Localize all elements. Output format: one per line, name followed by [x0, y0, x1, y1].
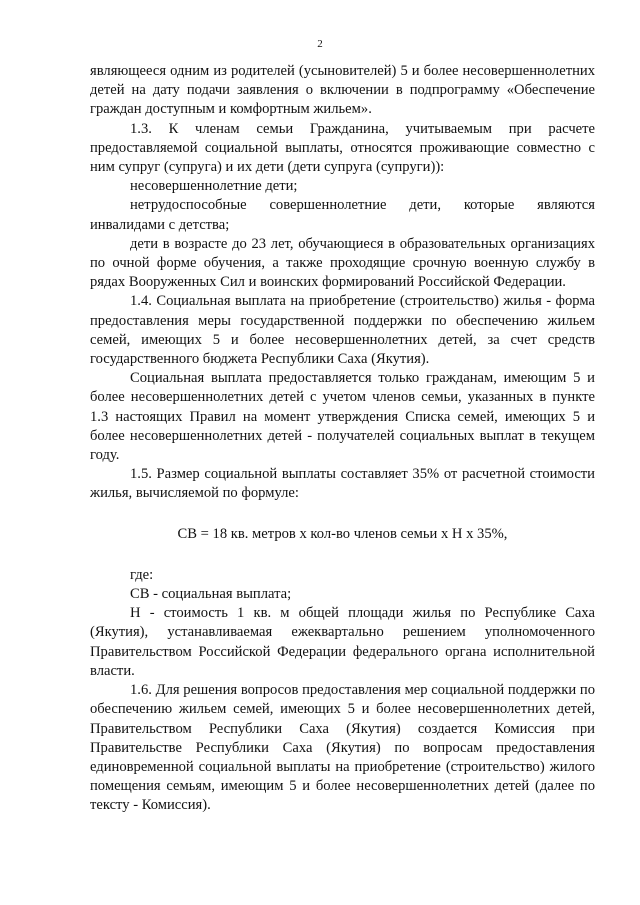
list-item-disabled-children: нетрудоспособные совершеннолетние дети, которые являются инвалидами с детства; [90, 197, 595, 233]
paragraph-1-4: 1.4. Социальная выплата на приобретение (строительство) жилья - форма предоставления меры государственной поддержки по обеспечению жильем семей, имеющих 5 и более несовершеннолетних детей, за счет средств государственного бюджета Республики Саха (Якутия). [90, 293, 595, 368]
formula-def-sv: СВ - социальная выплата; [130, 586, 292, 603]
paragraph-1-4-cont: Социальная выплата предоставляется только гражданам, имеющим 5 и более несовершеннолетних детей с учетом членов семьи, указанных в пункте 1.3 настоящих Правил на момент утверждения Списка семей, имеющих 5 и более несовершеннолетних детей - получателей социальных выплат в текущем году. [90, 370, 595, 464]
list-item-students: дети в возрасте до 23 лет, обучающиеся в образовательных организациях по очной форме обучения, а также проходящие срочную военную службу в рядах Вооруженных Сил и воинских формирований Российской Федерации. [90, 235, 595, 291]
paragraph-1-5: 1.5. Размер социальной выплаты составляет 35% от расчетной стоимости жилья, вычисляемой по формуле: [90, 466, 595, 502]
paragraph-continuation: являющееся одним из родителей (усыновителей) 5 и более несовершеннолетних детей на дату подачи заявления о включении в подпрограмму «Обеспечение граждан доступным и комфортным жильем». [90, 63, 595, 118]
page-number: 2 [317, 38, 323, 50]
paragraph-1-6: 1.6. Для решения вопросов предоставления мер социальной поддержки по обеспечению жильем семей, имеющих 5 и более несовершеннолетних детей, Правительством Республики Саха (Якутия) создается Комиссия при Правительстве Республики Саха (Якутия) по вопросам предоставления единовременной социальной выплаты на приобретение (строительство) жилого помещения семьям, имеющим 5 и более несовершеннолетних детей (далее по тексту - Комиссия). [90, 682, 595, 814]
paragraph-1-3: 1.3. К членам семьи Гражданина, учитываемым при расчете предоставляемой социальной выплаты, относятся проживающие совместно с ним супруг (супруга) и их дети (дети супруга (супруги)): [90, 120, 595, 176]
document-body [90, 62, 595, 816]
list-item-minor-children: несовершеннолетние дети; [130, 178, 298, 195]
formula-where: где: [130, 566, 154, 583]
formula: СВ = 18 кв. метров х кол-во членов семьи х Н х 35%, [177, 525, 508, 542]
formula-def-n: Н - стоимость 1 кв. м общей площади жилья по Республике Саха (Якутия), устанавливаемая ежеквартально решением уполномоченного Правительством Российской Федерации федерального органа исполнительной власти. [90, 605, 595, 679]
